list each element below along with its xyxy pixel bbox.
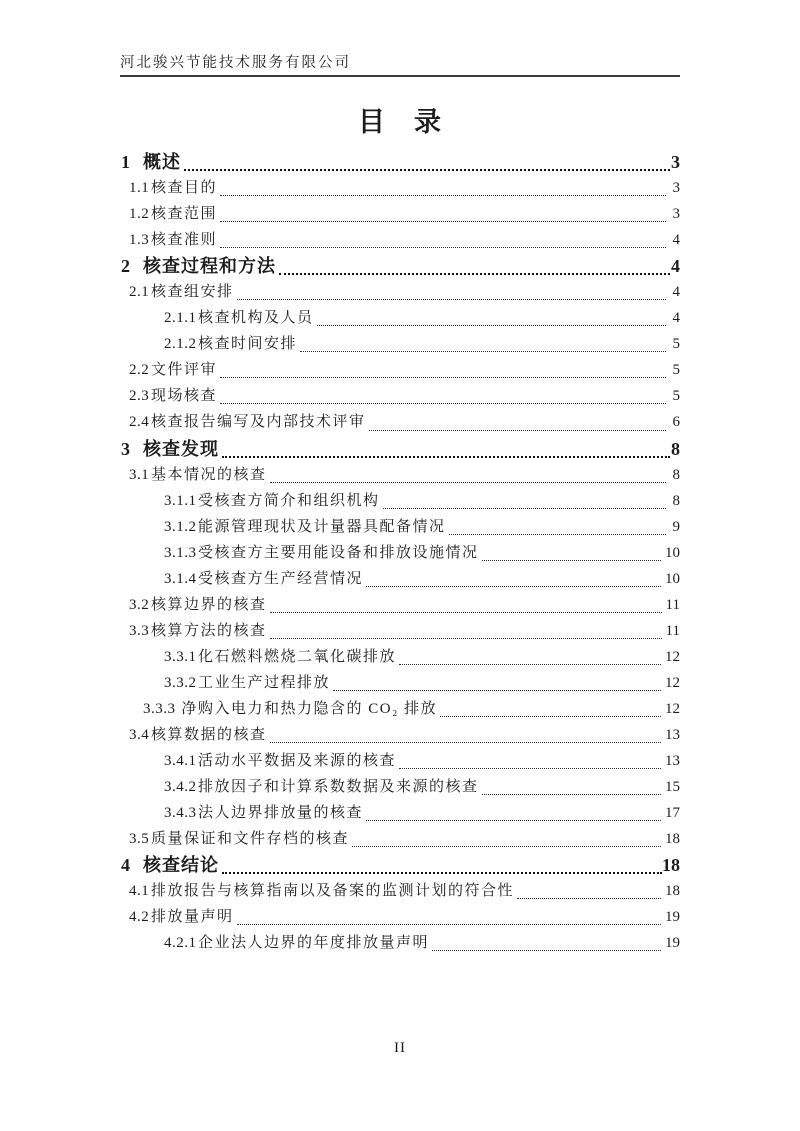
toc-entry-2-1-2[interactable] bbox=[120, 331, 680, 357]
toc-entry-number: 3.4.3 bbox=[164, 805, 197, 822]
toc-dot-leader bbox=[369, 430, 666, 431]
toc-entry-number: 3.3 bbox=[129, 622, 150, 639]
toc-entry-number: 2.1 bbox=[129, 284, 150, 301]
toc-dot-leader bbox=[449, 534, 666, 535]
toc-entry-3-1-4[interactable] bbox=[120, 566, 680, 592]
toc-entry-3-1-3[interactable] bbox=[120, 540, 680, 566]
toc-entry-label: 核查结论 bbox=[143, 855, 219, 876]
toc-entry-label: 化石燃料燃烧二氧化碳排放 bbox=[198, 648, 397, 665]
toc-entry-page: 18 bbox=[665, 831, 680, 848]
toc-entry-1-1[interactable] bbox=[120, 175, 680, 201]
toc-entry-label: 核查组安排 bbox=[151, 284, 234, 301]
toc-entry-number: 3.1.1 bbox=[164, 492, 197, 509]
toc-entry-label: 核查准则 bbox=[151, 232, 218, 249]
toc-entry-2[interactable] bbox=[120, 253, 680, 279]
table-of-contents bbox=[120, 149, 680, 956]
toc-entry-page: 5 bbox=[672, 362, 680, 379]
toc-dot-leader bbox=[399, 768, 661, 769]
toc-entry-number: 3.4.1 bbox=[164, 753, 197, 770]
toc-entry-3-3[interactable] bbox=[120, 618, 680, 644]
toc-dot-leader bbox=[220, 195, 666, 196]
toc-entry-3-1-1[interactable] bbox=[120, 488, 680, 514]
toc-entry-label: 法人边界排放量的核查 bbox=[198, 805, 364, 822]
toc-entry-3-1[interactable] bbox=[120, 462, 680, 488]
toc-dot-leader bbox=[517, 898, 661, 899]
toc-entry-label: 核查范围 bbox=[151, 206, 218, 223]
toc-entry-page: 13 bbox=[665, 727, 680, 744]
toc-entry-page: 8 bbox=[672, 492, 680, 509]
toc-dot-leader bbox=[270, 742, 661, 743]
toc-entry-number: 3.1 bbox=[129, 466, 150, 483]
toc-entry-3-4-1[interactable] bbox=[120, 748, 680, 774]
toc-entry-3-5[interactable] bbox=[120, 826, 680, 852]
toc-entry-page: 18 bbox=[665, 883, 680, 900]
toc-dot-leader bbox=[352, 846, 661, 847]
toc-entry-number: 1.3 bbox=[129, 232, 150, 249]
toc-dot-leader bbox=[220, 377, 666, 378]
toc-entry-page: 12 bbox=[665, 648, 680, 665]
page-header bbox=[120, 55, 680, 77]
toc-entry-page: 10 bbox=[665, 544, 680, 561]
toc-entry-number: 4.1 bbox=[129, 883, 150, 900]
toc-entry-4-2-1[interactable] bbox=[120, 930, 680, 956]
toc-entry-3-4-2[interactable] bbox=[120, 774, 680, 800]
toc-dot-leader bbox=[222, 872, 662, 874]
toc-entry-3-3-2[interactable] bbox=[120, 670, 680, 696]
toc-dot-leader bbox=[222, 456, 670, 458]
toc-entry-label: 核算边界的核查 bbox=[151, 596, 267, 613]
toc-entry-label: 文件评审 bbox=[151, 362, 218, 379]
header-rule bbox=[120, 75, 680, 77]
toc-entry-label: 核查过程和方法 bbox=[143, 256, 276, 277]
toc-entry-3-4-3[interactable] bbox=[120, 800, 680, 826]
toc-entry-number: 2 bbox=[121, 256, 131, 277]
toc-entry-label: 核查目的 bbox=[151, 180, 218, 197]
toc-dot-leader bbox=[220, 403, 666, 404]
toc-entry-label: 基本情况的核查 bbox=[151, 466, 267, 483]
toc-entry-page: 17 bbox=[665, 805, 680, 822]
toc-entry-number: 3.1.3 bbox=[164, 544, 197, 561]
toc-entry-label: 核查时间安排 bbox=[198, 336, 298, 353]
toc-entry-page: 4 bbox=[672, 310, 680, 327]
toc-entry-3-2[interactable] bbox=[120, 592, 680, 618]
toc-entry-number: 2.1.1 bbox=[164, 310, 197, 327]
toc-entry-page: 6 bbox=[672, 414, 680, 431]
toc-entry-label: 核查机构及人员 bbox=[198, 310, 314, 327]
toc-dot-leader bbox=[279, 273, 670, 275]
toc-entry-page: 4 bbox=[672, 232, 680, 249]
page-title: 目 录 bbox=[358, 107, 442, 137]
toc-entry-label: 排放报告与核算指南以及备案的监测计划的符合性 bbox=[151, 883, 515, 900]
toc-entry-label: 质量保证和文件存档的核查 bbox=[151, 831, 350, 848]
toc-entry-3-3-3[interactable] bbox=[120, 696, 680, 722]
toc-dot-leader bbox=[237, 299, 666, 300]
toc-dot-leader bbox=[237, 924, 661, 925]
toc-dot-leader bbox=[383, 508, 666, 509]
toc-entry-page: 11 bbox=[665, 596, 680, 613]
toc-entry-number: 2.1.2 bbox=[164, 336, 197, 353]
toc-entry-page: 4 bbox=[671, 256, 680, 277]
toc-entry-4-1[interactable] bbox=[120, 878, 680, 904]
toc-entry-label: 能源管理现状及计量器具配备情况 bbox=[198, 518, 446, 535]
toc-dot-leader bbox=[270, 612, 662, 613]
toc-entry-page: 11 bbox=[665, 622, 680, 639]
toc-dot-leader bbox=[270, 482, 666, 483]
toc-entry-page: 19 bbox=[665, 909, 680, 926]
toc-entry-page: 13 bbox=[665, 753, 680, 770]
toc-entry-number: 3.4.2 bbox=[164, 779, 197, 796]
toc-entry-1-3[interactable] bbox=[120, 227, 680, 253]
toc-entry-number: 4 bbox=[121, 855, 131, 876]
toc-dot-leader bbox=[333, 690, 661, 691]
toc-entry-4-2[interactable] bbox=[120, 904, 680, 930]
toc-entry-number: 1.2 bbox=[129, 206, 150, 223]
toc-entry-3[interactable] bbox=[120, 436, 680, 462]
toc-dot-leader bbox=[482, 560, 661, 561]
toc-dot-leader bbox=[184, 169, 670, 171]
toc-dot-leader bbox=[482, 794, 661, 795]
toc-dot-leader bbox=[220, 247, 666, 248]
toc-entry-label: 受核查方主要用能设备和排放设施情况 bbox=[198, 544, 479, 561]
toc-entry-3-3-1[interactable] bbox=[120, 644, 680, 670]
toc-entry-page: 9 bbox=[672, 518, 680, 535]
toc-entry-number: 3.3.1 bbox=[164, 648, 197, 665]
toc-entry-4[interactable] bbox=[120, 852, 680, 878]
toc-entry-label: 核算方法的核查 bbox=[151, 622, 267, 639]
toc-entry-page: 18 bbox=[662, 855, 680, 876]
toc-entry-number: 1 bbox=[121, 152, 131, 172]
toc-entry-label: 活动水平数据及来源的核查 bbox=[198, 753, 397, 770]
toc-entry-label: 概述 bbox=[143, 152, 181, 172]
toc-entry-page: 12 bbox=[665, 674, 680, 691]
toc-entry-label: 现场核查 bbox=[151, 388, 218, 405]
toc-dot-leader bbox=[300, 351, 666, 352]
toc-entry-number: 1.1 bbox=[129, 180, 150, 197]
toc-entry-number: 3.3.3 bbox=[143, 700, 176, 717]
toc-dot-leader bbox=[366, 820, 661, 821]
toc-entry-page: 3 bbox=[672, 180, 680, 197]
toc-entry-1-2[interactable] bbox=[120, 201, 680, 227]
toc-entry-number: 2.4 bbox=[129, 414, 150, 431]
toc-entry-2-2[interactable] bbox=[120, 357, 680, 383]
toc-entry-label: 核算数据的核查 bbox=[151, 727, 267, 744]
toc-entry-number: 3 bbox=[121, 438, 131, 459]
toc-entry-label: 受核查方简介和组织机构 bbox=[198, 492, 380, 509]
toc-entry-page: 8 bbox=[671, 438, 680, 459]
footer-page-number: II bbox=[394, 1040, 406, 1056]
toc-entry-number: 2.3 bbox=[129, 388, 150, 405]
toc-entry-label: 受核查方生产经营情况 bbox=[198, 570, 364, 587]
toc-entry-number: 2.2 bbox=[129, 362, 150, 379]
toc-entry-label: 企业法人边界的年度排放量声明 bbox=[198, 935, 430, 952]
toc-entry-2-1[interactable] bbox=[120, 279, 680, 305]
toc-dot-leader bbox=[220, 221, 666, 222]
company-name: 河北骏兴节能技术服务有限公司 bbox=[120, 55, 351, 71]
toc-entry-number: 3.2 bbox=[129, 596, 150, 613]
toc-entry-3-1-2[interactable] bbox=[120, 514, 680, 540]
toc-entry-label: 排放量声明 bbox=[151, 909, 234, 926]
toc-entry-number: 3.4 bbox=[129, 727, 150, 744]
toc-entry-2-4[interactable] bbox=[120, 409, 680, 435]
toc-entry-label: 净购入电力和热力隐含的 CO₂ 排放 bbox=[181, 700, 438, 717]
toc-dot-leader bbox=[270, 638, 662, 639]
toc-entry-number: 3.1.4 bbox=[164, 570, 197, 587]
toc-entry-number: 3.3.2 bbox=[164, 674, 197, 691]
toc-dot-leader bbox=[432, 950, 661, 951]
toc-entry-page: 12 bbox=[665, 700, 680, 717]
toc-entry-label: 工业生产过程排放 bbox=[198, 674, 331, 691]
toc-entry-page: 8 bbox=[672, 466, 680, 483]
toc-entry-number: 4.2 bbox=[129, 909, 150, 926]
toc-entry-page: 19 bbox=[665, 935, 680, 952]
toc-entry-label: 排放因子和计算系数数据及来源的核查 bbox=[198, 779, 479, 796]
toc-entry-label: 核查报告编写及内部技术评审 bbox=[151, 414, 366, 431]
toc-entry-3-4[interactable] bbox=[120, 722, 680, 748]
toc-entry-number: 3.1.2 bbox=[164, 518, 197, 535]
toc-dot-leader bbox=[440, 716, 661, 717]
toc-entry-label: 核查发现 bbox=[143, 438, 219, 459]
toc-entry-number: 3.5 bbox=[129, 831, 150, 848]
toc-entry-2-1-1[interactable] bbox=[120, 305, 680, 331]
toc-dot-leader bbox=[317, 325, 666, 326]
toc-entry-page: 15 bbox=[665, 779, 680, 796]
toc-entry-page: 3 bbox=[671, 152, 680, 172]
toc-entry-page: 5 bbox=[672, 388, 680, 405]
toc-entry-2-3[interactable] bbox=[120, 383, 680, 409]
toc-entry-page: 10 bbox=[665, 570, 680, 587]
toc-entry-page: 4 bbox=[672, 284, 680, 301]
toc-dot-leader bbox=[399, 664, 661, 665]
toc-entry-number: 4.2.1 bbox=[164, 935, 197, 952]
toc-entry-page: 3 bbox=[672, 206, 680, 223]
toc-dot-leader bbox=[366, 586, 661, 587]
toc-entry-1[interactable] bbox=[120, 149, 680, 175]
toc-entry-page: 5 bbox=[672, 336, 680, 353]
